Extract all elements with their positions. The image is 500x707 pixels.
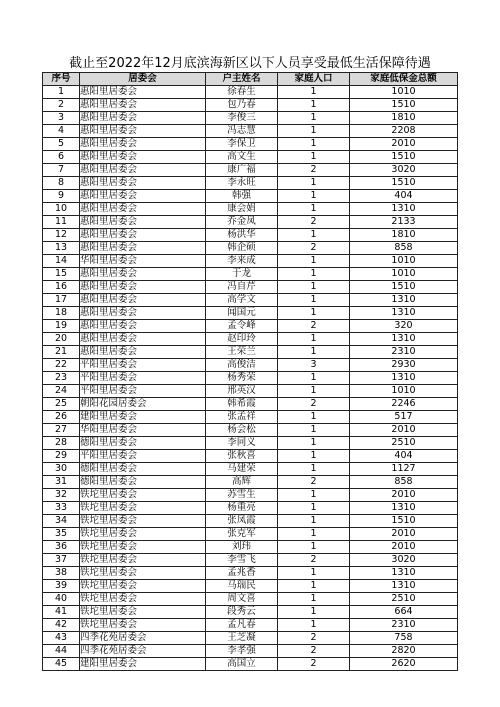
cell-committee: 惠阳里居委会 [80, 320, 206, 333]
cell-pop: 2 [278, 164, 350, 177]
cell-amount: 1510 [350, 281, 458, 294]
table-row [43, 619, 458, 632]
cell-pop: 1 [278, 567, 350, 580]
cell-committee: 惠阳里居委会 [80, 333, 206, 346]
cell-amount: 858 [350, 476, 458, 489]
cell-name: 李保卫 [206, 138, 278, 151]
cell-no: 12 [43, 229, 80, 242]
cell-committee: 惠阳里居委会 [80, 151, 206, 164]
cell-amount: 2620 [350, 658, 458, 671]
cell-no: 18 [43, 307, 80, 320]
cell-amount: 404 [350, 190, 458, 203]
cell-committee: 华阳里居委会 [80, 255, 206, 268]
cell-no: 45 [43, 658, 80, 671]
cell-amount: 2510 [350, 593, 458, 606]
cell-pop: 1 [278, 411, 350, 424]
cell-no: 44 [43, 645, 80, 658]
cell-pop: 1 [278, 606, 350, 619]
cell-name: 李俊三 [206, 112, 278, 125]
table-row [43, 333, 458, 346]
table-row [43, 294, 458, 307]
cell-amount: 2310 [350, 619, 458, 632]
cell-amount: 1810 [350, 112, 458, 125]
cell-committee: 铁坨里居委会 [80, 541, 206, 554]
cell-pop: 1 [278, 346, 350, 359]
cell-amount: 1510 [350, 151, 458, 164]
cell-committee: 平阳里居委会 [80, 450, 206, 463]
cell-name: 康会娟 [206, 203, 278, 216]
column-header-pop: 家庭人口 [278, 73, 350, 86]
cell-committee: 惠阳里居委会 [80, 203, 206, 216]
cell-amount: 2010 [350, 489, 458, 502]
cell-name: 高俊洁 [206, 359, 278, 372]
cell-no: 38 [43, 567, 80, 580]
cell-no: 20 [43, 333, 80, 346]
cell-amount: 758 [350, 632, 458, 645]
cell-committee: 四季花苑居委会 [80, 632, 206, 645]
cell-pop: 1 [278, 307, 350, 320]
cell-pop: 1 [278, 86, 350, 99]
cell-amount: 1310 [350, 580, 458, 593]
cell-amount: 1310 [350, 502, 458, 515]
cell-name: 韩强 [206, 190, 278, 203]
cell-committee: 铁坨里居委会 [80, 606, 206, 619]
cell-committee: 惠阳里居委会 [80, 190, 206, 203]
cell-no: 1 [43, 86, 80, 99]
cell-amount: 2246 [350, 398, 458, 411]
cell-no: 3 [43, 112, 80, 125]
cell-committee: 铁坨里居委会 [80, 619, 206, 632]
cell-pop: 2 [278, 216, 350, 229]
cell-pop: 1 [278, 385, 350, 398]
table-row [43, 450, 458, 463]
column-header-name: 户主姓名 [206, 73, 278, 86]
cell-name: 韩企硕 [206, 242, 278, 255]
cell-no: 21 [43, 346, 80, 359]
cell-amount: 1310 [350, 333, 458, 346]
cell-pop: 2 [278, 554, 350, 567]
cell-amount: 1310 [350, 307, 458, 320]
column-header-no: 序号 [43, 73, 80, 86]
cell-committee: 惠阳里居委会 [80, 86, 206, 99]
table-row [43, 554, 458, 567]
cell-committee: 惠阳里居委会 [80, 268, 206, 281]
cell-pop: 1 [278, 255, 350, 268]
cell-no: 2 [43, 99, 80, 112]
cell-pop: 1 [278, 593, 350, 606]
table-body [43, 86, 458, 671]
table-row [43, 606, 458, 619]
cell-name: 王芝凝 [206, 632, 278, 645]
cell-amount: 2133 [350, 216, 458, 229]
cell-pop: 1 [278, 281, 350, 294]
cell-amount: 1010 [350, 86, 458, 99]
table-header-row [43, 73, 458, 86]
cell-pop: 1 [278, 372, 350, 385]
table-row [43, 593, 458, 606]
column-header-committee: 居委会 [80, 73, 206, 86]
table-row [43, 424, 458, 437]
cell-pop: 1 [278, 112, 350, 125]
cell-no: 41 [43, 606, 80, 619]
cell-amount: 3020 [350, 554, 458, 567]
cell-committee: 朝阳花园居委会 [80, 398, 206, 411]
cell-committee: 四季花苑居委会 [80, 645, 206, 658]
cell-committee: 平阳里居委会 [80, 372, 206, 385]
cell-name: 韩希霞 [206, 398, 278, 411]
cell-committee: 惠阳里居委会 [80, 138, 206, 151]
cell-name: 康广福 [206, 164, 278, 177]
table-row [43, 164, 458, 177]
cell-amount: 1127 [350, 463, 458, 476]
table-row [43, 203, 458, 216]
cell-name: 包乃春 [206, 99, 278, 112]
cell-committee: 德阳里居委会 [80, 463, 206, 476]
table-row [43, 632, 458, 645]
cell-name: 高辉 [206, 476, 278, 489]
table-row [43, 502, 458, 515]
cell-name: 李孝强 [206, 645, 278, 658]
cell-committee: 惠阳里居委会 [80, 307, 206, 320]
cell-pop: 1 [278, 151, 350, 164]
cell-pop: 1 [278, 268, 350, 281]
cell-no: 27 [43, 424, 80, 437]
cell-amount: 1010 [350, 268, 458, 281]
cell-no: 33 [43, 502, 80, 515]
cell-pop: 2 [278, 242, 350, 255]
cell-pop: 1 [278, 502, 350, 515]
cell-amount: 2010 [350, 528, 458, 541]
cell-no: 42 [43, 619, 80, 632]
cell-no: 32 [43, 489, 80, 502]
cell-amount: 1310 [350, 294, 458, 307]
table-row [43, 528, 458, 541]
cell-pop: 1 [278, 333, 350, 346]
cell-amount: 1510 [350, 515, 458, 528]
cell-no: 35 [43, 528, 80, 541]
cell-name: 苏雪生 [206, 489, 278, 502]
table-row [43, 476, 458, 489]
cell-pop: 1 [278, 541, 350, 554]
cell-pop: 1 [278, 450, 350, 463]
table-row [43, 567, 458, 580]
cell-name: 赵印玲 [206, 333, 278, 346]
cell-pop: 1 [278, 229, 350, 242]
document-title: 截止至2022年12月底滨海新区以下人员享受最低生活保障待遇 [69, 56, 431, 71]
cell-no: 17 [43, 294, 80, 307]
cell-pop: 1 [278, 515, 350, 528]
cell-name: 李雪飞 [206, 554, 278, 567]
cell-pop: 1 [278, 437, 350, 450]
cell-no: 10 [43, 203, 80, 216]
table-row [43, 437, 458, 450]
cell-amount: 1310 [350, 567, 458, 580]
cell-amount: 2510 [350, 437, 458, 450]
table-row [43, 307, 458, 320]
cell-committee: 惠阳里居委会 [80, 294, 206, 307]
cell-committee: 铁坨里居委会 [80, 554, 206, 567]
cell-no: 30 [43, 463, 80, 476]
cell-amount: 1010 [350, 385, 458, 398]
cell-committee: 惠阳里居委会 [80, 125, 206, 138]
table-row [43, 658, 458, 671]
table-row [43, 411, 458, 424]
cell-no: 7 [43, 164, 80, 177]
cell-pop: 2 [278, 632, 350, 645]
table-row [43, 242, 458, 255]
table-row [43, 151, 458, 164]
cell-amount: 2310 [350, 346, 458, 359]
cell-committee: 惠阳里居委会 [80, 242, 206, 255]
cell-committee: 铁坨里居委会 [80, 502, 206, 515]
table-row [43, 216, 458, 229]
table-row [43, 177, 458, 190]
cell-amount: 1510 [350, 99, 458, 112]
cell-no: 31 [43, 476, 80, 489]
cell-name: 杨洪华 [206, 229, 278, 242]
cell-no: 9 [43, 190, 80, 203]
cell-name: 冯自芹 [206, 281, 278, 294]
cell-name: 李同义 [206, 437, 278, 450]
cell-name: 刘玮 [206, 541, 278, 554]
subsidy-table [42, 72, 458, 671]
cell-pop: 1 [278, 125, 350, 138]
table-row [43, 99, 458, 112]
table-row [43, 138, 458, 151]
cell-no: 29 [43, 450, 80, 463]
cell-no: 5 [43, 138, 80, 151]
cell-no: 25 [43, 398, 80, 411]
cell-amount: 320 [350, 320, 458, 333]
cell-pop: 1 [278, 424, 350, 437]
table-row [43, 320, 458, 333]
cell-amount: 404 [350, 450, 458, 463]
cell-name: 乔金凤 [206, 216, 278, 229]
cell-committee: 铁坨里居委会 [80, 567, 206, 580]
cell-amount: 1010 [350, 255, 458, 268]
cell-amount: 2010 [350, 138, 458, 151]
cell-no: 23 [43, 372, 80, 385]
cell-pop: 2 [278, 320, 350, 333]
cell-amount: 1510 [350, 177, 458, 190]
cell-no: 8 [43, 177, 80, 190]
cell-no: 6 [43, 151, 80, 164]
cell-name: 周文喜 [206, 593, 278, 606]
cell-no: 4 [43, 125, 80, 138]
cell-no: 15 [43, 268, 80, 281]
table-row [43, 463, 458, 476]
cell-name: 高学文 [206, 294, 278, 307]
cell-name: 高文生 [206, 151, 278, 164]
cell-committee: 惠阳里居委会 [80, 281, 206, 294]
cell-pop: 1 [278, 619, 350, 632]
table-row [43, 372, 458, 385]
table-row [43, 229, 458, 242]
cell-no: 36 [43, 541, 80, 554]
cell-name: 王荣兰 [206, 346, 278, 359]
cell-committee: 惠阳里居委会 [80, 346, 206, 359]
cell-pop: 3 [278, 359, 350, 372]
cell-name: 李永旺 [206, 177, 278, 190]
cell-name: 于龙 [206, 268, 278, 281]
cell-no: 26 [43, 411, 80, 424]
cell-name: 闻国元 [206, 307, 278, 320]
cell-name: 杨秀荣 [206, 372, 278, 385]
cell-pop: 1 [278, 138, 350, 151]
cell-amount: 2208 [350, 125, 458, 138]
cell-name: 孟兆香 [206, 567, 278, 580]
cell-pop: 1 [278, 580, 350, 593]
cell-name: 冯志慧 [206, 125, 278, 138]
cell-committee: 建阳里居委会 [80, 658, 206, 671]
cell-no: 43 [43, 632, 80, 645]
cell-amount: 3020 [350, 164, 458, 177]
cell-amount: 2820 [350, 645, 458, 658]
cell-committee: 铁坨里居委会 [80, 528, 206, 541]
cell-pop: 1 [278, 463, 350, 476]
cell-name: 李来成 [206, 255, 278, 268]
table-row [43, 515, 458, 528]
table-row [43, 359, 458, 372]
cell-pop: 1 [278, 294, 350, 307]
table-row [43, 190, 458, 203]
cell-committee: 铁坨里居委会 [80, 515, 206, 528]
cell-no: 24 [43, 385, 80, 398]
cell-pop: 2 [278, 645, 350, 658]
cell-pop: 2 [278, 658, 350, 671]
table-row [43, 86, 458, 99]
table-row [43, 125, 458, 138]
column-header-amount: 家庭低保金总额 [350, 73, 458, 86]
table-row [43, 541, 458, 554]
table-row [43, 268, 458, 281]
cell-committee: 平阳里居委会 [80, 359, 206, 372]
cell-no: 19 [43, 320, 80, 333]
cell-committee: 德阳里居委会 [80, 437, 206, 450]
cell-amount: 2930 [350, 359, 458, 372]
table-row [43, 281, 458, 294]
cell-no: 11 [43, 216, 80, 229]
cell-pop: 1 [278, 203, 350, 216]
cell-committee: 德阳里居委会 [80, 476, 206, 489]
cell-no: 13 [43, 242, 80, 255]
cell-name: 张秋喜 [206, 450, 278, 463]
cell-pop: 2 [278, 398, 350, 411]
cell-name: 张孟祥 [206, 411, 278, 424]
cell-pop: 1 [278, 190, 350, 203]
cell-committee: 铁坨里居委会 [80, 489, 206, 502]
cell-amount: 664 [350, 606, 458, 619]
cell-no: 40 [43, 593, 80, 606]
cell-amount: 1810 [350, 229, 458, 242]
cell-name: 杨重亮 [206, 502, 278, 515]
cell-committee: 建阳里居委会 [80, 411, 206, 424]
cell-name: 段秀云 [206, 606, 278, 619]
cell-name: 孟凡春 [206, 619, 278, 632]
cell-no: 37 [43, 554, 80, 567]
cell-committee: 惠阳里居委会 [80, 99, 206, 112]
table-row [43, 489, 458, 502]
cell-committee: 华阳里居委会 [80, 424, 206, 437]
cell-amount: 858 [350, 242, 458, 255]
table-row [43, 385, 458, 398]
cell-committee: 铁坨里居委会 [80, 593, 206, 606]
cell-committee: 平阳里居委会 [80, 385, 206, 398]
table-row [43, 255, 458, 268]
cell-amount: 1310 [350, 203, 458, 216]
cell-name: 邢英汉 [206, 385, 278, 398]
cell-amount: 2010 [350, 541, 458, 554]
cell-name: 张克军 [206, 528, 278, 541]
cell-no: 34 [43, 515, 80, 528]
cell-amount: 517 [350, 411, 458, 424]
cell-pop: 2 [278, 476, 350, 489]
cell-name: 马瑞民 [206, 580, 278, 593]
cell-amount: 2010 [350, 424, 458, 437]
cell-pop: 1 [278, 177, 350, 190]
cell-pop: 1 [278, 99, 350, 112]
cell-committee: 惠阳里居委会 [80, 164, 206, 177]
cell-no: 28 [43, 437, 80, 450]
cell-committee: 惠阳里居委会 [80, 229, 206, 242]
table-row [43, 346, 458, 359]
cell-pop: 1 [278, 489, 350, 502]
cell-name: 张凤霞 [206, 515, 278, 528]
table-row [43, 112, 458, 125]
cell-pop: 1 [278, 528, 350, 541]
cell-no: 22 [43, 359, 80, 372]
cell-no: 39 [43, 580, 80, 593]
cell-no: 14 [43, 255, 80, 268]
cell-name: 孟令峰 [206, 320, 278, 333]
cell-name: 徐春生 [206, 86, 278, 99]
cell-committee: 惠阳里居委会 [80, 177, 206, 190]
cell-name: 杨会松 [206, 424, 278, 437]
cell-name: 马建荣 [206, 463, 278, 476]
table-row [43, 645, 458, 658]
table-row [43, 398, 458, 411]
cell-name: 高国立 [206, 658, 278, 671]
cell-committee: 惠阳里居委会 [80, 112, 206, 125]
cell-committee: 惠阳里居委会 [80, 216, 206, 229]
cell-no: 16 [43, 281, 80, 294]
table-row [43, 580, 458, 593]
cell-committee: 铁坨里居委会 [80, 580, 206, 593]
cell-amount: 1310 [350, 372, 458, 385]
